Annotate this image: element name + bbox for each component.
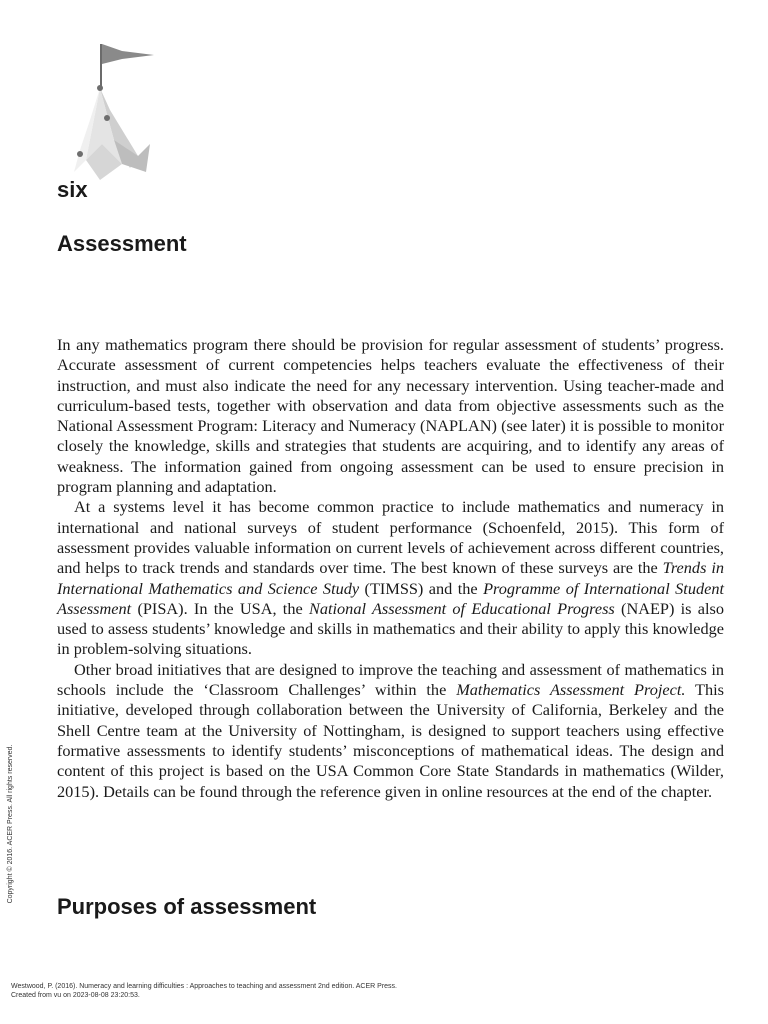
paragraph-2 (57, 497, 724, 659)
body-text (57, 335, 724, 802)
chapter-number: six (57, 177, 88, 202)
flag-mountain-icon (56, 40, 166, 182)
timss-title: Trends in International Mathematics and Science Study (57, 558, 724, 598)
paragraph-3 (57, 660, 724, 802)
footer (11, 982, 397, 1000)
paragraph-2-text-b: (TIMSS) and the (359, 578, 484, 598)
section-heading: Purposes of assessment (57, 894, 317, 919)
paragraph-2-text-d: (NAEP) is also used to assess students’ knowledge and skills in mathematics and their ability to apply this knowledge in problem-solving situations. (57, 598, 725, 659)
paragraph-3-text-a: Other broad initiatives that are designed to improve the teaching and assessment of mathematics in schools include the ‘Classroom Challenges’ within the (57, 659, 724, 700)
naep-title: National Assessment of Educational Progress (308, 598, 615, 618)
footer-citation: Westwood, P. (2016). Numeracy and learning difficulties : Approaches to teaching and assessment 2nd edition. ACER Press. (11, 983, 397, 990)
chapter-title: Assessment (57, 231, 187, 256)
paragraph-2-text-a: At a systems level it has become common practice to include mathematics and numeracy in international and national surveys of student performance (Schoenfeld, 2015). This form of assessment provides valuable information on current levels of achievement across different countries, and helps to track trends and standards over time. The best known of these surveys are the (57, 497, 724, 578)
paragraph-2-text-c: (PISA). In the USA, the (131, 598, 309, 618)
paragraph-3-text-b: This initiative, developed through collaboration between the University of California, Berkeley and the Shell Centre team at the University of Nottingham, is designed to support teachers using effective formative assessments to identify students’ misconceptions of mathematical ideas. The design and content of this project is based on the USA Common Core State Standards in mathematics (Wilder, 2015). Details can be found through the reference given in online resources at the end of the chapter. (57, 680, 724, 801)
paragraph-1: In any mathematics program there should be provision for regular assessment of students’ progress. Accurate assessment of current competencies helps teachers evaluate the effectiveness of their instruction, and must also indicate the need for any necessary intervention. Using teacher-made and curriculum-based tests, together with observation and data from objective assessments such as the National Assessment Program: Literacy and Numeracy (NAPLAN) (see later) it is possible to monitor closely the knowledge, skills and strategies that students are acquiring, and to identify any areas of weakness. The information gained from ongoing assessment can be used to ensure precision in program planning and adaptation. (57, 335, 724, 497)
pisa-title: Programme of International Student Assessment (57, 578, 725, 618)
footer-created: Created from vu on 2023-08-08 23:20:53. (11, 992, 140, 999)
side-copyright-notice: Copyright © 2016. ACER Press. All rights reserved. (7, 744, 14, 904)
project-title: Mathematics Assessment Project. (456, 680, 686, 700)
